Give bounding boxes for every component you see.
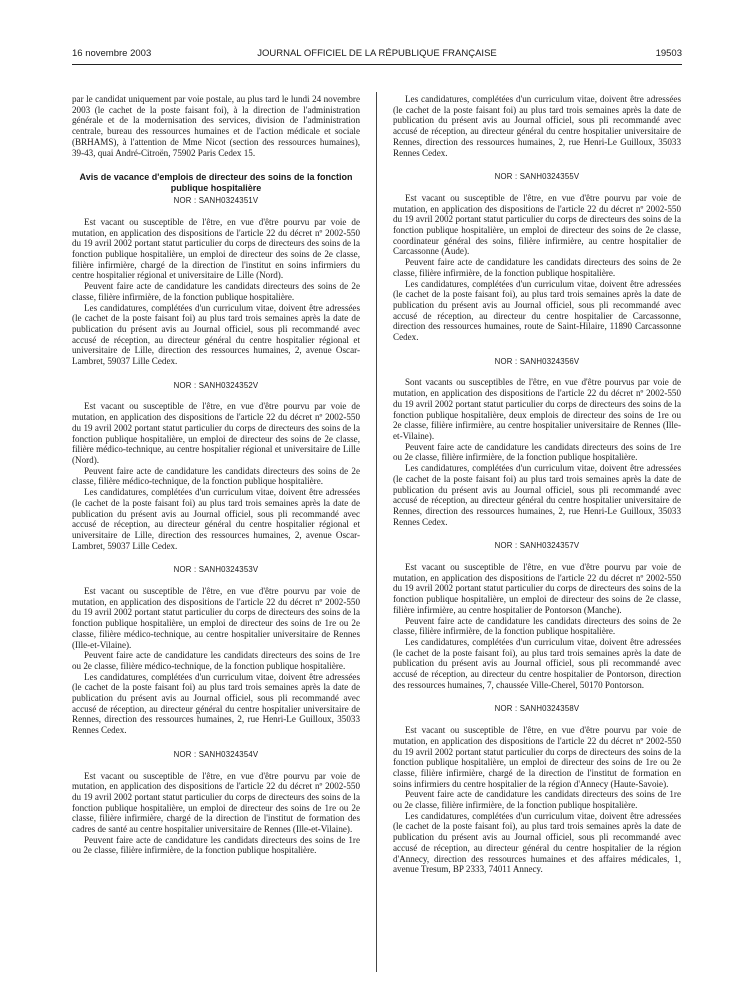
header-date: 16 novembre 2003 (72, 48, 152, 59)
header-journal-title: JOURNAL OFFICIEL DE LA RÉPUBLIQUE FRANÇAISE (257, 48, 497, 59)
intro-paragraph: par le candidat uniquement par voie postale, au plus tard le lundi 24 novembre 2003 (le cachet de la poste faisant foi), à la direction de l'administration générale et de la modernisation des services, division de l'administration centrale, bureau des ressources humaines et de l'action médicale et sociale (BRHAMS), à l'attention de Mme Nicot (section des ressources humaines), 39-43, quai André-Citroën, 75902 Paris Cedex 15. (72, 94, 360, 158)
notice-paragraph: Sont vacants ou susceptibles de l'être, en vue d'être pourvus par voie de mutation, en application des dispositions de l'article 22 du décret nº 2002-550 du 19 avril 2002 portant statut particulier du corps de directeurs des soins de la fonction publique hospitalière, deux emplois de directeur des soins de 1re ou 2e classe, filière infirmière, au centre hospitalier universitaire de Rennes (Ille-et-Vilaine). (393, 377, 681, 441)
nor-reference: NOR : SANH0324356V (494, 356, 580, 366)
notice-paragraph: Est vacant ou susceptible de l'être, en vue d'être pourvu par voie de mutation, en application des dispositions de l'article 22 du décret nº 2002-550 du 19 avril 2002 portant statut particulier du corps de directeurs des soins de la fonction publique hospitalière, un emploi de directeur des soins de 2e classe, coordinateur général des soins, filière infirmière, au centre hospitalier de Carcassonne (Aude). (393, 192, 681, 257)
notice-paragraph: Les candidatures, complétées d'un curriculum vitae, doivent être adressées (le cachet de la poste faisant foi) au plus tard trois semaines après la date de publication du présent avis au Journal officiel, sous pli recommandé avec accusé de réception, au directeur général du centre hospitalier universitaire de Rennes, direction des ressources humaines, 2, rue Henri-Le Guilloux, 35033 Rennes Cedex. (393, 463, 681, 527)
nor-reference: NOR : SANH0324358V (494, 704, 580, 714)
notice-paragraph: Les candidatures, complétées d'un curriculum vitae, doivent être adressées (le cachet de la poste faisant foi) au plus tard trois semaines après la date de publication du présent avis au Journal officiel, sous pli recommandé avec accusé de réception, au directeur général du centre hospitalier universitaire de Rennes, direction des ressources humaines, 2, rue Henri-Le Guilloux, 35033 Rennes Cedex. (393, 94, 681, 158)
nor-reference: NOR : SANH0324351V (173, 196, 259, 206)
nor-reference: NOR : SANH0324352V (173, 380, 259, 390)
page-header (72, 48, 682, 62)
header-rule (72, 64, 682, 65)
right-column (393, 94, 681, 875)
notice-paragraph: Les candidatures, complétées d'un curriculum vitae, doivent être adressées (le cachet de la poste faisant foi), au plus tard trois semaines après la date de publication du présent avis au Journal officiel, sous pli recommandé avec accusé de réception, au directeur général du centre hospitalier de la région d'Annecy, direction des ressources humaines et des affaires médicales, 1, avenue Tresum, BP 2333, 74011 Annecy. (393, 810, 681, 875)
notice-paragraph: Peuvent faire acte de candidature les candidats directeurs des soins de 2e classe, filière infirmière, de la fonction publique hospitalière. (72, 281, 360, 302)
column-divider (376, 92, 377, 972)
section-title: Avis de vacance d'emplois de directeur des soins de la fonction publique hospitalière (79, 172, 353, 194)
notice-paragraph: Les candidatures, complétées d'un curriculum vitae, doivent être adressées (le cachet de la poste faisant foi) au plus tard trois semaines après la date de publication du présent avis au Journal officiel, sous pli recommandé avec accusé de réception, au directeur général du centre hospitalier universitaire de Rennes, direction des ressources humaines, 2, rue Henri-Le Guilloux, 35033 Rennes Cedex. (72, 671, 360, 736)
nor-reference: NOR : SANH0324355V (494, 172, 580, 182)
notice-paragraph: Les candidatures, complétées d'un curriculum vitae, doivent être adressées (le cachet de la poste faisant foi), au plus tard trois semaines après la date de publication du présent avis au Journal officiel, sous pli recommandé avec accusé de réception, au directeur du centre hospitalier de Pontorson, direction des ressources humaines, 7, chaussée Ville-Cherel, 50170 Pontorson. (393, 636, 681, 690)
notice-paragraph: Peuvent faire acte de candidature les candidats directeurs des soins de 1re ou 2e classe, filière infirmière, de la fonction publique hospitalière. (72, 834, 360, 856)
notice-paragraph: Peuvent faire acte de candidature les candidats directeurs des soins de 1re ou 2e classe, filière infirmière, de la fonction publique hospitalière. (393, 441, 681, 463)
notice-paragraph: Peuvent faire acte de candidature les candidats directeurs des soins de 2e classe, filière infirmière, de la fonction publique hospitalière. (393, 615, 681, 637)
notice-paragraph: Peuvent faire acte de candidature les candidats directeurs des soins de 2e classe, filière infirmière, de la fonction publique hospitalière. (393, 257, 681, 278)
notice-paragraph: Les candidatures, complétées d'un curriculum vitae, doivent être adressées (le cachet de la poste faisant foi) au plus tard trois semaines après la date de publication du présent avis au Journal officiel, sous pli recommandé avec accusé de réception, au directeur général du centre hospitalier régional et universitaire de Lille, direction des ressources humaines, 2, avenue Oscar-Lambret, 59037 Lille Cedex. (72, 487, 360, 551)
notice-paragraph: Peuvent faire acte de candidature les candidats directeurs des soins de 1re ou 2e classe, filière médico-technique, de la fonction publique hospitalière. (72, 650, 360, 671)
nor-reference: NOR : SANH0324354V (173, 749, 259, 759)
notice-paragraph: Est vacant ou susceptible de l'être, en vue d'être pourvu par voie de mutation, en application des dispositions de l'article 22 du décret nº 2002-550 du 19 avril 2002 portant statut particulier du corps de directeurs des soins de la fonction publique hospitalière, un emploi de directeur des soins de 2e classe, filière infirmière, chargé de la direction de l'institut en soins infirmiers du centre hospitalier régional et universitaire de Lille (Nord). (72, 216, 360, 281)
notice-paragraph: Est vacant ou susceptible de l'être, en vue d'être pourvu par voie de mutation, en application des dispositions de l'article 22 du décret nº 2002-550 du 19 avril 2002 portant statut particulier du corps de directeurs des soins de la fonction publique hospitalière, un emploi de directeur des soins de 2e classe, filière médico-technique, au centre hospitalier régional et universitaire de Lille (Nord). (72, 401, 360, 465)
notice-paragraph: Est vacant ou susceptible de l'être, en vue d'être pourvu par voie de mutation, en application des dispositions de l'article 22 du décret nº 2002-550 du 19 avril 2002 portant statut particulier du corps de directeurs des soins de la fonction publique hospitalière, un emploi de directeur des soins de 1re ou 2e classe, filière infirmière, chargé de la direction de l'institut de formation en soins infirmiers du centre hospitalier de la région d'Annecy (Haute-Savoie). (393, 725, 681, 789)
notice-paragraph: Est vacant ou susceptible de l'être, en vue d'être pourvu par voie de mutation, en application des dispositions de l'article 22 du décret nº 2002-550 du 19 avril 2002 portant statut particulier du corps de directeurs des soins de la fonction publique hospitalière, un emploi de directeur des soins de 2e classe, filière infirmière, au centre hospitalier de Pontorson (Manche). (393, 562, 681, 615)
left-column (72, 94, 360, 856)
notice-paragraph: Est vacant ou susceptible de l'être, en vue d'être pourvu par voie de mutation, en application des dispositions de l'article 22 du décret nº 2002-550 du 19 avril 2002 portant statut particulier du corps de directeurs des soins de la fonction publique hospitalière, un emploi de directeur des soins de 1re ou 2e classe, filière médico-technique, au centre hospitalier universitaire de Rennes (Ille-et-Vilaine). (72, 586, 360, 650)
notice-paragraph: Est vacant ou susceptible de l'être, en vue d'être pourvu par voie de mutation, en application des dispositions de l'article 22 du décret nº 2002-550 du 19 avril 2002 portant statut particulier du corps de directeurs des soins de la fonction publique hospitalière, un emploi de directeur des soins de 1re ou 2e classe, filière infirmière, chargé de la direction de l'institut de formation des cadres de santé au centre hospitalier universitaire de Rennes (Ille-et-Vilaine). (72, 770, 360, 835)
notice-paragraph: Peuvent faire acte de candidature les candidats directeurs des soins de 1re ou 2e classe, filière infirmière, de la fonction publique hospitalière. (393, 789, 681, 811)
nor-reference: NOR : SANH0324357V (494, 541, 580, 551)
notice-paragraph: Les candidatures, complétées d'un curriculum vitae, doivent être adressées (le cachet de la poste faisant foi) au plus tard trois semaines après la date de publication du présent avis au Journal officiel, sous pli recommandé avec accusé de réception, au directeur général du centre hospitalier régional et universitaire de Lille, direction des ressources humaines, 2, avenue Oscar-Lambret, 59037 Lille Cedex. (72, 302, 360, 367)
nor-reference: NOR : SANH0324353V (173, 565, 259, 575)
notice-paragraph: Peuvent faire acte de candidature les candidats directeurs des soins de 2e classe, filière médico-technique, de la fonction publique hospitalière. (72, 465, 360, 487)
notice-paragraph: Les candidatures, complétées d'un curriculum vitae, doivent être adressées (le cachet de la poste faisant foi), au plus tard trois semaines après la date de publication du présent avis au Journal officiel, sous pli recommandé avec accusé de réception, au directeur du centre hospitalier de Carcassonne, direction des ressources humaines, route de Saint-Hilaire, 11890 Carcassonne Cedex. (393, 278, 681, 343)
header-page-number: 19503 (655, 48, 682, 59)
